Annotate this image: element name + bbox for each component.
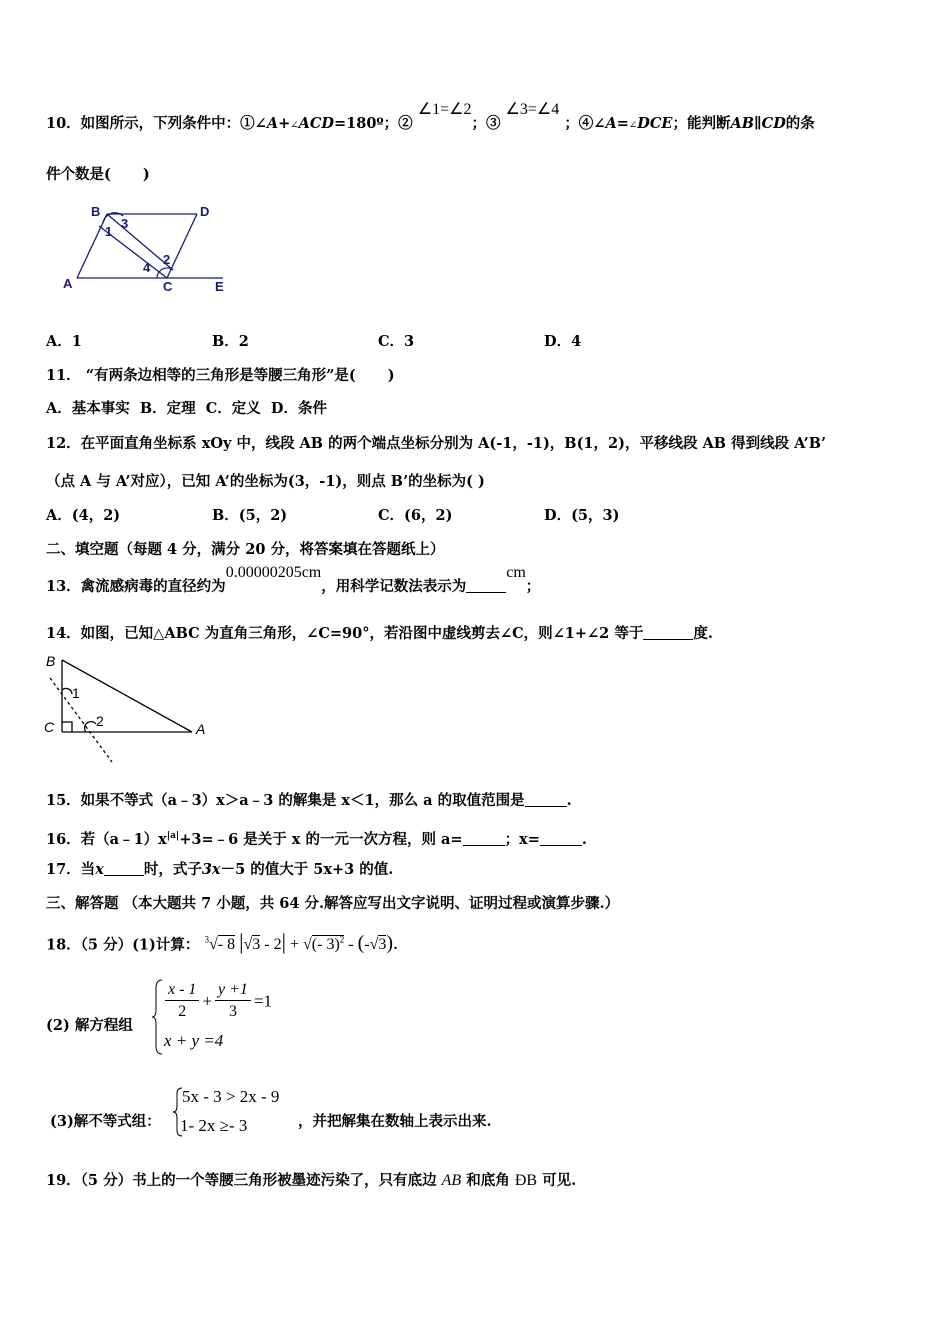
q16-blank-a[interactable]: [463, 831, 505, 846]
q18-radicand2: 3: [252, 936, 261, 954]
q10-option-d[interactable]: D．4: [544, 333, 582, 350]
sys1-rhs: =1: [253, 991, 273, 1011]
q10-tail2: 的条: [785, 115, 815, 132]
q18-part3-tail: ，并把解集在数轴上表示出来.: [298, 1113, 492, 1130]
label-C: C: [44, 719, 55, 735]
q18-minus: -: [348, 936, 354, 954]
q13-blank[interactable]: [466, 578, 506, 593]
q12-stem-line2: （点 A 与 A’对应），已知 A’的坐标为(3，-1)，则点 B’的坐标为( ): [46, 473, 485, 490]
q18-neg: -: [364, 936, 370, 954]
q10-c1-angle: ∠: [290, 120, 299, 131]
q18-minus2: - 2: [264, 936, 282, 954]
q10-c1-ACD: ACD: [298, 115, 335, 132]
arc-angle1: [62, 688, 72, 694]
q19-prefix: 19．（5 分）书上的一个等腰三角形被墨迹污染了，只有底边: [46, 1172, 437, 1189]
q10-c4-angle: ∠: [628, 120, 638, 131]
q11-option-a[interactable]: A．基本事实: [46, 400, 130, 417]
q18-system-eq1: [162, 980, 272, 1023]
q13-unit: cm: [506, 564, 526, 581]
q18-radicand4: 3: [378, 936, 387, 954]
label-C: C: [163, 279, 173, 294]
q16-end: .: [581, 830, 587, 848]
q15-stem: [46, 791, 572, 811]
q16-blank-x[interactable]: [540, 831, 582, 846]
q10-prefix: 10．如图所示，下列条件中：①∠: [46, 115, 267, 132]
q19-AB: AB: [441, 1172, 462, 1189]
q16-mid2: ；x=: [504, 830, 540, 848]
label-A: A: [196, 721, 206, 737]
section3-heading: 三、解答题 （本大题共 7 小题，共 64 分.解答应写出文字说明、证明过程或演算步骤.）: [46, 895, 620, 912]
q18-radicand1: - 8: [217, 936, 236, 954]
q10-line2-close: ): [142, 166, 150, 183]
q10-condition2: ∠1=∠2: [417, 101, 472, 118]
q10-tail1: ；能判断: [672, 115, 731, 132]
q11-stem: [46, 366, 395, 386]
q15-text: 15．如果不等式（a﹣3）x＞a﹣3 的解集是 x＜1，那么 a 的取值范围是: [46, 792, 525, 809]
q10-option-a[interactable]: A．1: [46, 333, 82, 350]
frac2-den: 3: [228, 1003, 237, 1020]
q14-end: 度.: [693, 625, 713, 642]
q18-part1: [46, 930, 398, 955]
q13-mid: ，用科学记数法表示为: [321, 578, 467, 595]
q10-stem-line2: [46, 165, 150, 185]
label-2: 2: [163, 252, 171, 267]
q12-stem-line1: 12．在平面直角坐标系 xOy 中，线段 AB 的两个端点坐标分别为 A(-1，-1)，B(1，2)，平移线段 AB 得到线段 A’B’: [46, 435, 826, 452]
q14-text: 14．如图，已知△ABC 为直角三角形，∠C=90°，若沿图中虚线剪去∠C，则∠1+∠2 等于: [46, 625, 644, 642]
q17-var: x: [95, 861, 104, 878]
q16-stem: [46, 826, 587, 850]
label-B: B: [46, 653, 56, 669]
frac1-num: x - 1: [165, 980, 199, 1001]
q10-c1-val: =180º；②: [334, 115, 413, 132]
side-BA: [62, 660, 192, 732]
q14-figure: [40, 650, 220, 770]
q11-option-b[interactable]: B．定理: [139, 400, 196, 417]
q10-c1-A: A: [266, 115, 279, 132]
q17-expr1: 3x: [201, 861, 221, 878]
q18-system-eq2: x + y =4: [164, 1031, 224, 1050]
frac2: [215, 980, 251, 1023]
q10-option-c[interactable]: C．3: [378, 333, 415, 350]
q16-exponent: |a|: [166, 831, 180, 841]
q18-expression: $^3$√- 8 |√3 - 2| + √(- 3)$^2$ - (-√3).: [204, 929, 399, 955]
q10-options: [46, 332, 581, 352]
q11-close: ): [387, 367, 395, 384]
label-D: D: [200, 204, 210, 219]
frac1-den: 2: [178, 1003, 187, 1020]
q19-mid: 和底角: [466, 1172, 510, 1189]
q14-stem: [46, 624, 713, 644]
q10-c4-DCE: DCE: [637, 115, 673, 132]
q12-option-a[interactable]: A．(4，2): [46, 507, 121, 524]
q18-square: 2: [339, 935, 345, 945]
q10-option-b[interactable]: B．2: [212, 333, 249, 350]
label-1: 1: [105, 224, 113, 239]
q15-blank[interactable]: [525, 792, 567, 807]
q18-part2-label: (2) 解方程组: [46, 1017, 133, 1034]
q16-mid: +3=﹣6 是关于 x 的一元一次方程，则 a=: [179, 830, 463, 848]
q14-blank[interactable]: [643, 625, 693, 640]
q19-stem: [46, 1171, 576, 1191]
q10-sep3: ；③: [471, 115, 501, 132]
q17-blank[interactable]: [104, 861, 144, 876]
q13-value: 0.00000205cm: [225, 564, 322, 581]
label-3: 3: [121, 216, 129, 231]
q13-stem: [46, 564, 541, 597]
q18-ineq1: 5x - 3 > 2x - 9: [182, 1087, 280, 1106]
q12-option-b[interactable]: B．(5，2): [212, 507, 288, 524]
q17-mid: 时，式子: [143, 861, 202, 878]
label-4: 4: [143, 260, 151, 275]
right-angle-mark: [62, 722, 72, 732]
q10-sep4: ；④∠: [564, 115, 606, 132]
q10-AB: AB: [730, 115, 754, 132]
q18-radicand3: (- 3): [311, 936, 340, 954]
q18-part3-label: (3)解不等式组：: [50, 1113, 161, 1130]
label-1: 1: [72, 685, 80, 701]
q10-parallel: ∥: [753, 115, 762, 132]
section2-heading: 二、填空题（每题 4 分，满分 20 分，将答案填在答题纸上）: [46, 541, 445, 558]
q10-condition3: ∠3=∠4: [505, 101, 560, 118]
q19-angle: ÐB: [514, 1172, 538, 1189]
q16-prefix: 16．若（a﹣1）x: [46, 830, 167, 848]
q12-options: [46, 506, 619, 526]
q18-paren-open: (: [357, 932, 365, 955]
label-2: 2: [96, 713, 104, 729]
q11-options: [46, 399, 327, 419]
label-B: B: [91, 204, 101, 219]
q18-paren-close: ).: [386, 932, 399, 955]
q10-stem-line1: [46, 101, 815, 136]
q13-end: ；: [525, 578, 541, 595]
frac1: [165, 980, 199, 1023]
q11-text: 11． “有两条边相等的三角形是等腰三角形”是(: [46, 367, 356, 384]
label-E: E: [215, 279, 224, 294]
q13-prefix: 13．禽流感病毒的直径约为: [46, 578, 226, 595]
q17-stem: [46, 860, 393, 880]
q10-c4-A: A: [605, 115, 617, 132]
q19-end: 可见.: [542, 1172, 577, 1189]
q10-CD: CD: [761, 115, 786, 132]
q10-c1-plus: +: [278, 115, 291, 132]
q17-mid2: －5 的值大于 5x+3 的值.: [220, 861, 394, 878]
seg-AB: [77, 214, 107, 278]
q18-plus: +: [289, 936, 300, 954]
sys1-plus: +: [202, 991, 213, 1011]
q10-figure: [55, 198, 245, 298]
frac2-num: y +1: [215, 980, 251, 1001]
q17-prefix: 17．当: [46, 861, 96, 878]
q11-option-d[interactable]: D．条件: [270, 400, 327, 417]
q11-option-c[interactable]: C．定义: [205, 400, 261, 417]
label-A: A: [63, 276, 73, 291]
q10-line2: 件个数是(: [46, 166, 111, 183]
q18-cube-index: 3: [204, 935, 209, 945]
q12-option-d[interactable]: D．(5，3): [544, 507, 620, 524]
q15-end: .: [566, 792, 572, 809]
q10-c4-eq: =: [616, 115, 629, 132]
q18-ineq2: 1- 2x ≥- 3: [180, 1116, 248, 1135]
q18-part1-label: 18．（5 分）(1)计算：: [46, 936, 200, 954]
q12-option-c[interactable]: C．(6，2): [378, 507, 453, 524]
